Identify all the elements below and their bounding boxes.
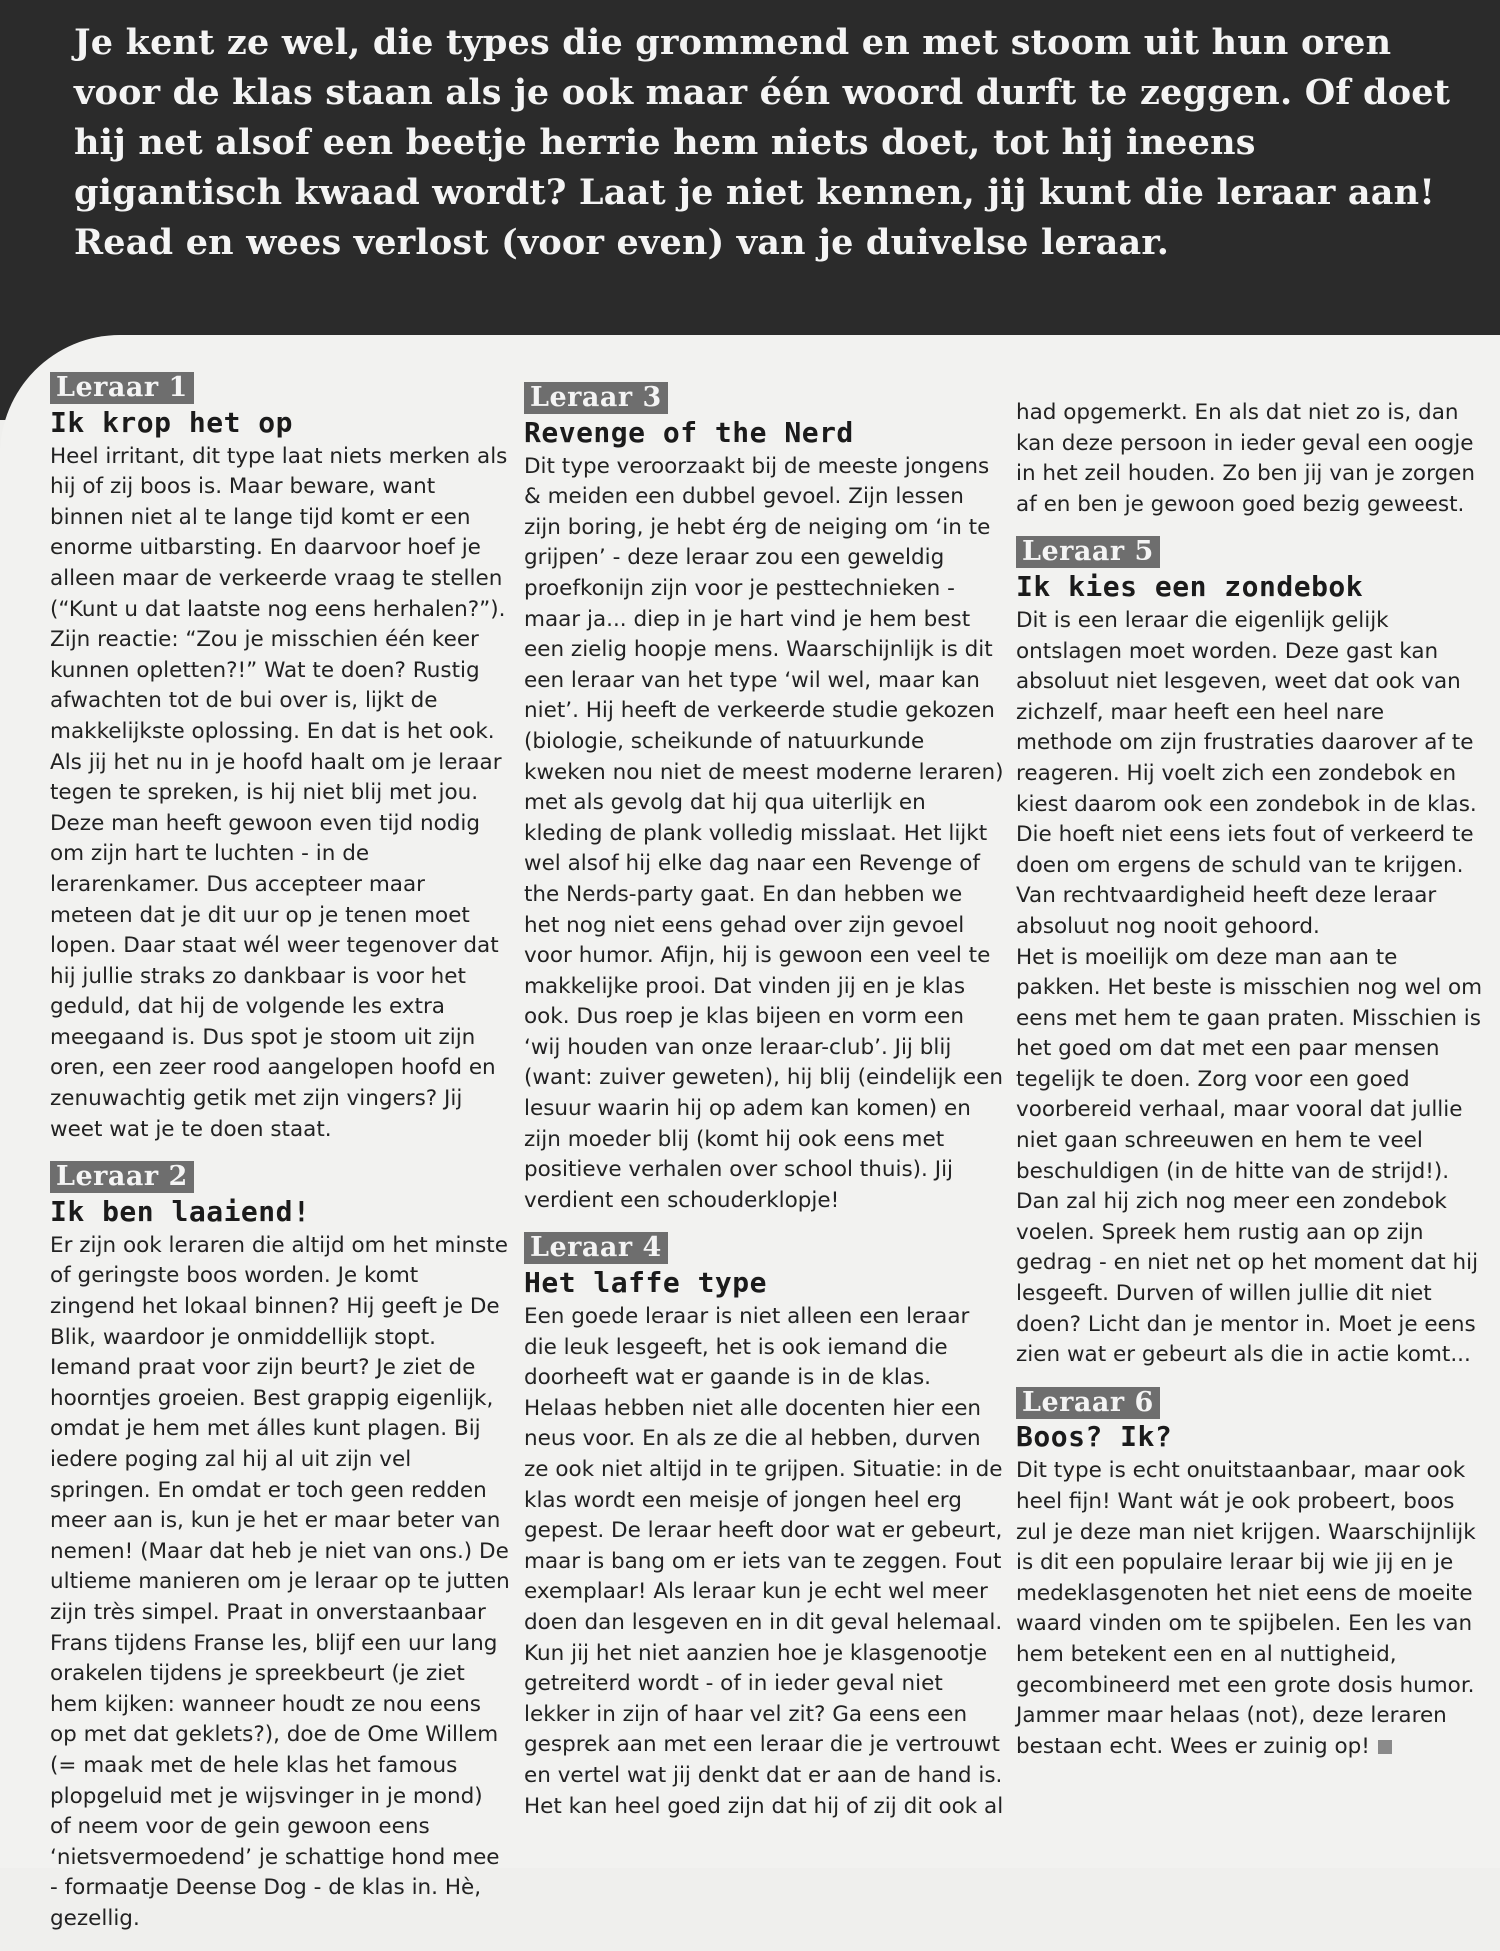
section-body: Dit type veroorzaakt bij de meeste jongens & meiden een dubbel gevoel. Zijn lessen zijn boring, je hebt érg de neiging om ‘in te grijpen’ - deze leraar zou een geweldig proefkonijn zijn voor je pesttechnieken - maar ja... diep in je hart vind je hem best een zielig hoopje mens. Waarschijnlijk is dit een leraar van het type ‘wil wel, maar kan niet’. Hij heeft de verkeerde studie gekozen (biologie, scheikunde of natuurkunde kweken nou niet de meest moderne leraren) met als gevolg dat hij qua uiterlijk en kleding de plank volledig misslaat. Het lijkt wel alsof hij elke dag naar een Revenge of the Nerds-party gaat. En dan hebben we het nog niet eens gehad over zijn gevoel voor humor. Afijn, hij is gewoon een veel te makkelijke prooi. Dat vinden jij en je klas ook. Dus roep je klas bijeen en vorm een ‘wij houden van onze leraar-club’. Jij blij (want: zuiver geweten), hij blij (eindelijk een lesuur waarin hij op adem kan komen) en zijn moeder blij (komt hij ook eens met positieve verhalen over school thuis). Jij verdient een schouderklopje! <box>524 453 1004 1213</box>
section-title: Ik ben laaiend! <box>50 1194 311 1228</box>
section-leraar-4-continued <box>1016 398 1486 520</box>
section-title: Ik krop het op <box>50 405 294 439</box>
section-badge: Leraar 6 <box>1016 1387 1160 1419</box>
section-badge: Leraar 2 <box>50 1161 194 1193</box>
section-title: Het laffe type <box>524 1266 768 1300</box>
section-body: Een goede leraar is niet alleen een leraar die leuk lesgeeft, het is ook iemand die doorheeft wat er gaande is in de klas. Helaas hebben niet alle docenten hier een neus voor. En als ze die al hebben, durven ze ook niet altijd in te grijpen. Situatie: in de klas wordt een meisje of jongen heel erg gepest. De leraar heeft door wat er gebeurt, maar is bang om er iets van te zeggen. Fout exemplaar! Als leraar kun je echt wel meer doen dan lesgeven en in dit geval helemaal. Kun jij het niet aanzien hoe je klasgenootje getreiterd wordt - of in ieder geval niet lekker in zijn of haar vel zit? Ga eens een gesprek aan met een leraar die je vertrouwt en vertel wat jij denkt dat er aan de hand is. Het kan heel goed zijn dat hij of zij dit ook al <box>524 1304 1004 1819</box>
section-title: Boos? Ik? <box>1016 1420 1173 1454</box>
column-3 <box>1016 398 1486 1778</box>
section-body: Heel irritant, dit type laat niets merken als hij of zij boos is. Maar beware, want binnen niet al te lange tijd komt er een enorme uitbarsting. En daarvoor hoef je alleen maar de verkeerde vraag te stellen (“Kunt u dat laatste nog eens herhalen?”). Zijn reactie: “Zou je misschien één keer kunnen opletten?!” Wat te doen? Rustig afwachten tot de bui over is, lijkt de makkelijkste oplossing. En dat is het ook. Als jij het nu in je hoofd haalt om je leraar tegen te spreken, is hij niet blij met jou. Deze man heeft gewoon even tijd nodig om zijn hart te luchten - in de lerarenkamer. Dus accepteer maar meteen dat je dit uur op je tenen moet lopen. Daar staat wél weer tegenover dat hij jullie straks zo dankbaar is voor het geduld, dat hij de volgende les extra meegaand is. Dus spot je stoom uit zijn oren, een zeer rood aangelopen hoofd en zenuwachtig getik met zijn vingers? Jij weet wat je te doen staat. <box>50 443 508 1142</box>
section-body-continuation: had opgemerkt. En als dat niet zo is, dan kan deze persoon in ieder geval een oogje in het zeil houden. Zo ben jij van je zorgen af en ben je gewoon goed bezig geweest. <box>1016 400 1476 517</box>
section-leraar-6 <box>1016 1387 1486 1763</box>
section-body: Er zijn ook leraren die altijd om het minste of geringste boos worden. Je komt zingend het lokaal binnen? Hij geeft je De Blik, waardoor je onmiddellijk stopt. Iemand praat voor zijn beurt? Je ziet de hoorntjes groeien. Best grappig eigenlijk, omdat je hem met álles kunt plagen. Bij iedere poging zal hij al uit zijn vel springen. En omdat er toch geen redden meer aan is, kun je het er maar beter van nemen! (Maar dat heb je niet van ons.) De ultieme manieren om je leraar op te jutten zijn très simpel. Praat in onverstaanbaar Frans tijdens Franse les, blijf een uur lang orakelen tijdens je spreekbeurt (je ziet hem kijken: wanneer houdt ze nou eens op met dat geklets?), doe de Ome Willem (= maak met de hele klas het famous plopgeluid met je wijsvinger in je mond) of neem voor de gein gewoon eens ‘nietsvermoedend’ je schattige hond mee - formaatje Deense Dog - de klas in. Hè, gezellig. <box>50 1232 510 1931</box>
column-2 <box>524 382 1004 1838</box>
section-leraar-1 <box>50 372 510 1145</box>
section-leraar-5 <box>1016 536 1486 1370</box>
section-body-2: Het is moeilijk om deze man aan te pakken. Het beste is misschien nog wel om eens met hem te gaan praten. Misschien is het goed om dat met een paar mensen tegelijk te doen. Zorg voor een goed voorbereid verhaal, maar vooral dat jullie niet gaan schreeuwen en hem te veel beschuldigen (in de hitte van de strijd!). Dan zal hij zich nog meer een zondebok voelen. Spreek hem rustig aan op zijn gedrag - en niet net op het moment dat hij lesgeeft. Durven of willen jullie dit niet doen? Licht dan je mentor in. Moet je eens zien wat er gebeurt als die in actie komt... <box>1016 944 1483 1368</box>
section-badge: Leraar 5 <box>1016 536 1160 568</box>
section-title: Ik kies een zondebok <box>1016 569 1364 603</box>
section-body: Dit is een leraar die eigenlijk gelijk ontslagen moet worden. Deze gast kan absoluut niet lesgeven, weet dat ook van zichzelf, maar heeft een heel nare methode om zijn frustraties daarover af te reageren. Hij voelt zich een zondebok en kiest daarom ook een zondebok in de klas. Die hoeft niet eens iets fout of verkeerd te doen om ergens de schuld van te krijgen. Van rechtvaardigheid heeft deze leraar absoluut nog nooit gehoord. <box>1016 607 1477 939</box>
column-1 <box>50 372 510 1951</box>
section-body-wrap <box>1016 1456 1486 1762</box>
section-leraar-3 <box>524 382 1004 1216</box>
intro-text: Je kent ze wel, die types die grommend en met stoom uit hun oren voor de klas staan als je ook maar één woord durft te zeggen. Of doet hij net alsof een beetje herrie hem niets doet, tot hij ineens gigantisch kwaad wordt? Laat je niet kennen, jij kunt die leraar aan! Read en wees verlost (voor even) van je duivelse leraar. <box>74 22 1451 263</box>
section-badge: Leraar 4 <box>524 1232 668 1264</box>
section-leraar-2 <box>50 1161 510 1934</box>
section-badge: Leraar 3 <box>524 382 668 414</box>
section-badge: Leraar 1 <box>50 372 194 404</box>
end-mark-icon <box>1378 1740 1392 1754</box>
section-body: Dit type is echt onuitstaanbaar, maar ook heel fijn! Want wát je ook probeert, boos zul je deze man niet krijgen. Waarschijnlijk is dit een populaire leraar bij wie jij en je medeklasgenoten het niet eens de moeite waard vinden om te spijbelen. Een les van hem betekent een en al nuttigheid, gecombineerd met een grote dosis humor. Jammer maar helaas (not), deze leraren bestaan echt. Wees er zuinig op! <box>1016 1458 1476 1759</box>
section-title: Revenge of the Nerd <box>524 415 854 449</box>
section-leraar-4 <box>524 1232 1004 1822</box>
